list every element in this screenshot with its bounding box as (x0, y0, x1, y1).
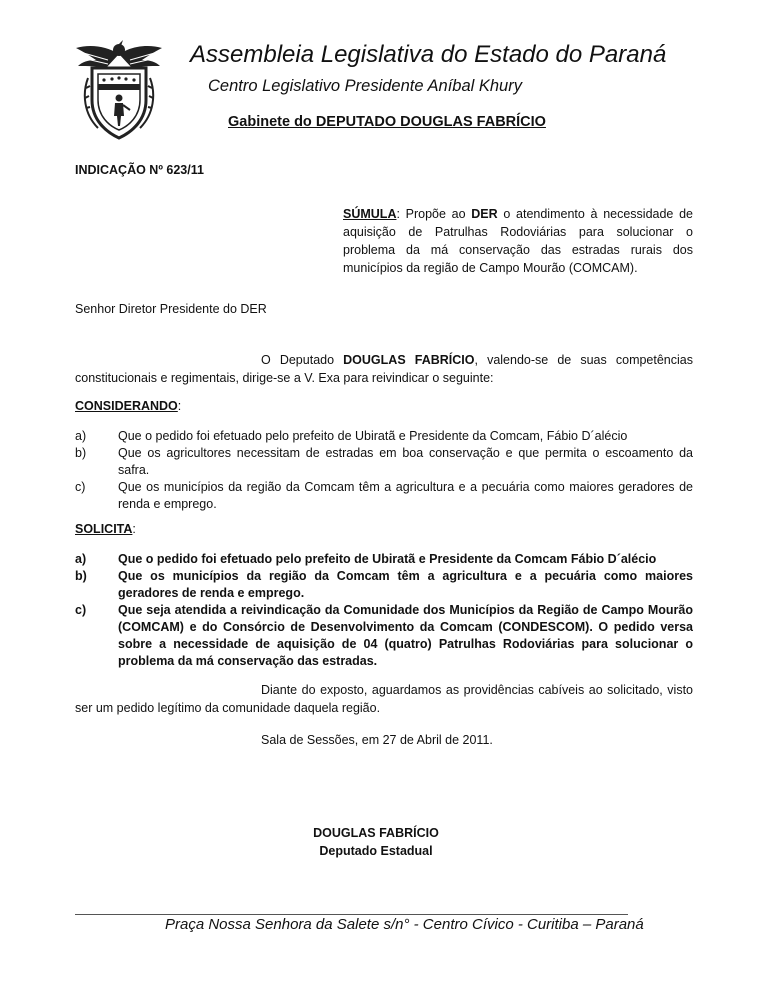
list-item-text: Que os municípios da região da Comcam têm a agricultura e a pecuária como maiores geradores de renda e emprego. (118, 569, 693, 600)
list-item-text: Que o pedido foi efetuado pelo prefeito de Ubiratã e Presidente da Comcam Fábio D´alécio (118, 552, 657, 566)
list-item-text: Que seja atendida a reivindicação da Comunidade dos Municípios da Região de Campo Mourão (COMCAM) e do Consórcio de Desenvolvimento da Comcam (CONDESCOM). O pedido versa sobre a necessidade de aquisição de 04 (quatro) Patrulhas Rodoviárias para solucionar o problema da má conservação das estradas. (118, 603, 693, 668)
list-item-text: Que os agricultores necessitam de estradas em boa conservação e que permita o escoamento da safra. (118, 446, 693, 477)
place-date: Sala de Sessões, em 27 de Abril de 2011. (261, 733, 493, 747)
closing-paragraph: Diante do exposto, aguardamos as providências cabíveis ao solicitado, visto ser um pedido legítimo da comunidade daquela região. (75, 683, 693, 715)
list-item (75, 479, 693, 513)
intro-bold-name: DOUGLAS FABRÍCIO (343, 353, 475, 367)
sumula-label: SÚMULA (343, 207, 397, 221)
organization-subtitle: Centro Legislativo Presidente Aníbal Khury (208, 77, 522, 95)
document-number: INDICAÇÃO Nº 623/11 (75, 163, 204, 177)
considerando-heading: CONSIDERANDO: (75, 399, 182, 413)
sumula-paragraph (343, 205, 693, 277)
cabinet-heading: Gabinete do DEPUTADO DOUGLAS FABRÍCIO (228, 114, 546, 130)
organization-name: Assembleia Legislativa do Estado do Paraná (190, 41, 667, 68)
sumula-bold: DER (471, 207, 498, 221)
footer-address: Praça Nossa Senhora da Salete s/n° - Centro Cívico - Curitiba – Paraná (165, 916, 644, 933)
sumula-text-after: o atendimento à necessidade de aquisição de Patrulhas Rodoviárias para solucionar o problema da má conservação das estradas rurais dos municípios da região de Campo Mourão (COMCAM). (343, 207, 693, 275)
signature-block (0, 824, 768, 860)
intro-text-after: , valendo-se de suas competências constitucionais e regimentais, dirige-se a V. Exa para reivindicar o seguinte: (75, 353, 693, 385)
solicita-list (75, 551, 693, 670)
signature-name: DOUGLAS FABRÍCIO (313, 826, 439, 840)
list-marker: a) (75, 429, 87, 443)
considerando-label: CONSIDERANDO (75, 399, 178, 413)
list-marker: c) (75, 480, 86, 494)
list-marker: c) (75, 603, 87, 617)
solicita-heading: SOLICITA: (75, 522, 136, 536)
list-item (75, 551, 693, 568)
considerando-list (75, 428, 693, 513)
intro-paragraph (75, 351, 693, 387)
sumula-text-before: : Propõe ao (396, 207, 472, 221)
list-item (75, 428, 693, 445)
intro-text-before: O Deputado (261, 353, 344, 367)
list-item (75, 568, 693, 602)
list-item-text: Que o pedido foi efetuado pelo prefeito de Ubiratã e Presidente da Comcam, Fábio D´alécio (118, 429, 628, 443)
list-item (75, 602, 693, 670)
list-marker: b) (75, 569, 87, 583)
signature-role: Deputado Estadual (319, 844, 433, 858)
list-item-text: Que os municípios da região da Comcam têm a agricultura e a pecuária como maiores geradores de renda e emprego. (118, 480, 693, 511)
list-marker: b) (75, 446, 87, 460)
addressee: Senhor Diretor Presidente do DER (75, 302, 267, 316)
list-item (75, 445, 693, 479)
solicita-label: SOLICITA (75, 522, 133, 536)
parana-coat-of-arms-icon (74, 38, 164, 142)
footer-divider (75, 914, 628, 915)
list-marker: a) (75, 552, 87, 566)
